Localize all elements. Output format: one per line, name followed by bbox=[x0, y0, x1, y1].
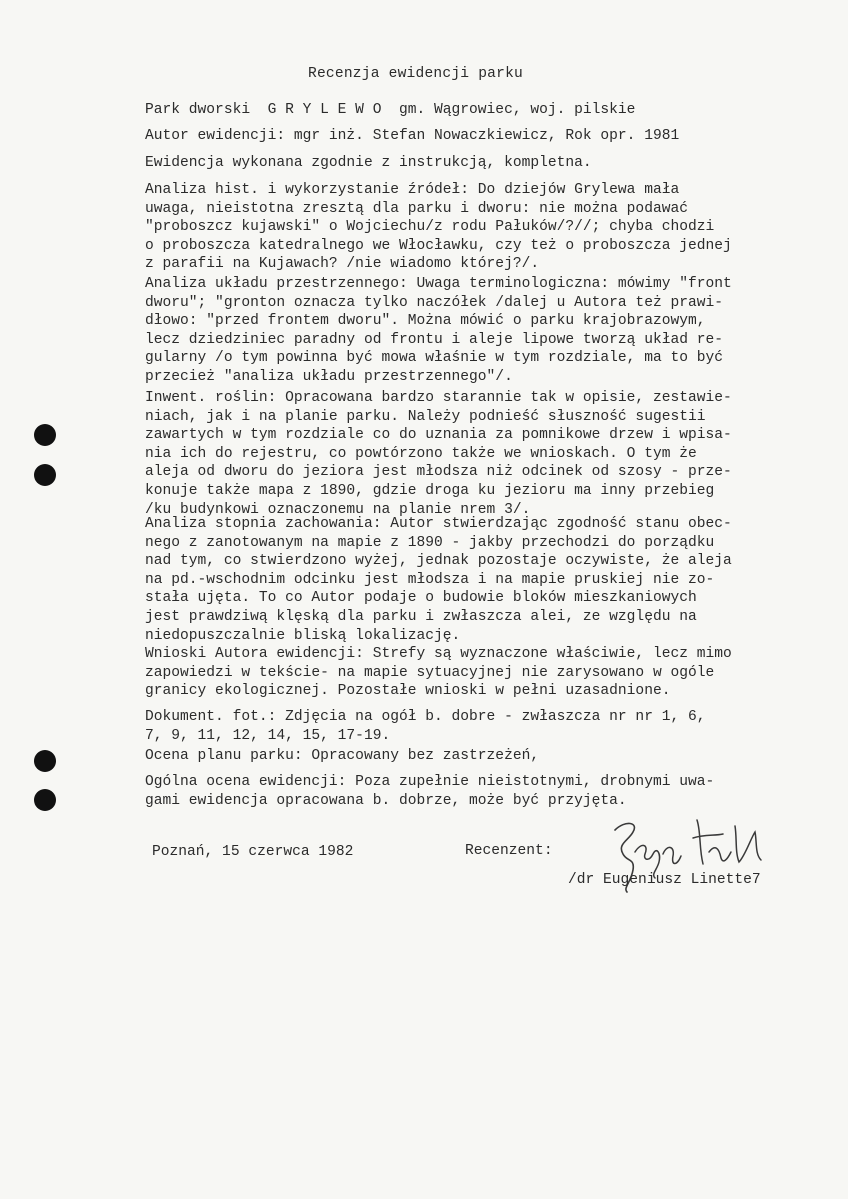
text-line: Dokument. fot.: Zdjęcia na ogół b. dobre - zwłaszcza nr nr 1, 6, bbox=[145, 709, 706, 725]
document-title: Recenzja ewidencji parku bbox=[308, 66, 523, 82]
punch-hole bbox=[34, 750, 56, 772]
text-line: Inwent. roślin: Opracowana bardzo starannie tak w opisie, zestawie- bbox=[145, 390, 732, 406]
paragraph-photo-documentation bbox=[145, 708, 848, 745]
text-line: dworu"; "gronton oznacza tylko naczółek /dalej u Autora też prawi- bbox=[145, 294, 724, 311]
text-line: granicy ekologicznej. Pozostałe wnioski w pełni uzasadnione. bbox=[145, 683, 671, 700]
text-line: "proboszcz kujawski" o Wojciechu/z rodu Pałuków/?//; chyba chodzi bbox=[145, 219, 715, 236]
text-line: Wnioski Autora ewidencji: Strefy są wyznaczone właściwie, lecz mimo bbox=[145, 646, 732, 662]
paragraph-overall-assessment bbox=[145, 773, 848, 810]
paragraph-plan-assessment bbox=[145, 747, 848, 766]
text-line: uwaga, nieistotna zresztą dla parku i dworu: nie można podawać bbox=[145, 200, 688, 217]
text-line: lecz dziedziniec paradny od frontu i aleje lipowe tworzą układ re- bbox=[145, 331, 724, 348]
reviewer-label: Recenzent: bbox=[465, 843, 553, 859]
paragraph-plant-inventory bbox=[145, 389, 848, 519]
text-line: zawartych w tym rozdziale co do uznania za pomnikowe drzew i wpisa- bbox=[145, 427, 732, 444]
paragraph-history bbox=[145, 181, 848, 274]
text-line: przecież "analiza układu przestrzennego"/. bbox=[145, 368, 513, 385]
text-line: dłowo: "przed frontem dworu". Można mówić o parku krajobrazowym, bbox=[145, 313, 706, 330]
text-line: z parafii na Kujawach? /nie wiadomo której?/. bbox=[145, 256, 540, 273]
text-line: Ocena planu parku: Opracowany bez zastrzeżeń, bbox=[145, 748, 540, 764]
text-line: nia ich do rejestru, co powtórzono także we wnioskach. O tym że bbox=[145, 445, 697, 462]
punch-hole bbox=[34, 464, 56, 486]
text-line: nego z zanotowanym na mapie z 1890 - jakby przechodzi do porządku bbox=[145, 534, 715, 551]
park-name-line: Park dworski G R Y L E W O gm. Wągrowiec, woj. pilskie bbox=[145, 102, 636, 118]
punch-hole bbox=[34, 424, 56, 446]
completeness-line: Ewidencja wykonana zgodnie z instrukcją, kompletna. bbox=[145, 155, 592, 171]
text-line: zapowiedzi w tekście- na mapie sytuacyjnej nie zarysowano w ogóle bbox=[145, 664, 715, 681]
text-line: stała ujęta. To co Autor podaje o budowie bloków mieszkaniowych bbox=[145, 590, 697, 607]
text-line: /ku budynkowi oznaczonemu na planie nrem 3/. bbox=[145, 501, 531, 518]
place-and-date: Poznań, 15 czerwca 1982 bbox=[152, 844, 354, 860]
text-line: o proboszcza katedralnego we Włocławku, czy też o proboszcza jednej bbox=[145, 237, 732, 254]
text-line: gami ewidencja opracowana b. dobrze, może być przyjęta. bbox=[145, 792, 627, 809]
paragraph-spatial-layout bbox=[145, 275, 848, 387]
text-line: Ogólna ocena ewidencji: Poza zupełnie nieistotnymi, drobnymi uwa- bbox=[145, 774, 715, 790]
text-line: na pd.-wschodnim odcinku jest młodsza i na mapie pruskiej nie zo- bbox=[145, 571, 715, 588]
author-line: Autor ewidencji: mgr inż. Stefan Nowaczkiewicz, Rok opr. 1981 bbox=[145, 128, 680, 144]
text-line: Analiza hist. i wykorzystanie źródeł: Do dziejów Grylewa mała bbox=[145, 182, 680, 198]
text-line: jest prawdziwą klęską dla parku i zwłaszcza alei, ze względu na bbox=[145, 608, 697, 625]
text-line: konuje także mapa z 1890, gdzie droga ku jezioru ma inny przebieg bbox=[145, 482, 715, 499]
paragraph-conclusions bbox=[145, 645, 848, 701]
punch-hole bbox=[34, 789, 56, 811]
text-line: 7, 9, 11, 12, 14, 15, 17-19. bbox=[145, 727, 391, 744]
text-line: aleja od dworu do jeziora jest młodsza niż odcinek od szosy - prze- bbox=[145, 464, 732, 481]
text-line: niach, jak i na planie parku. Należy podnieść słuszność sugestii bbox=[145, 408, 706, 425]
paragraph-preservation bbox=[145, 515, 848, 645]
text-line: niedopuszczalnie bliską lokalizację. bbox=[145, 627, 461, 644]
text-line: nad tym, co stwierdzono wyżej, jednak pozostaje oczywiste, że aleja bbox=[145, 553, 732, 570]
text-line: Analiza stopnia zachowania: Autor stwierdzając zgodność stanu obec- bbox=[145, 516, 732, 532]
reviewer-name: /dr Eugeniusz Linette7 bbox=[568, 872, 761, 888]
text-line: Analiza układu przestrzennego: Uwaga terminologiczna: mówimy "front bbox=[145, 276, 732, 292]
text-line: gularny /o tym powinna być mowa właśnie w tym rozdziale, ma to być bbox=[145, 350, 724, 367]
